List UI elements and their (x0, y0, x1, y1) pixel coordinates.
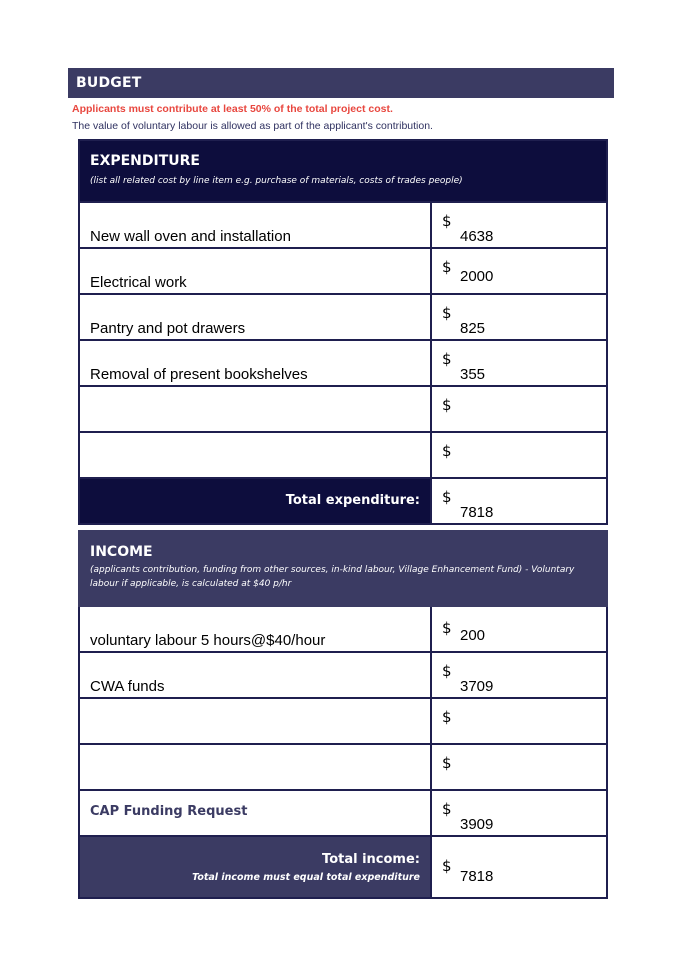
income-subtitle: (applicants contribution, funding from other sources, in-kind labour, Village Enhancement Fund) - Voluntary labour if applicable, is calculated at $40 p/hr (90, 565, 575, 589)
dollar-sign: $ (442, 350, 452, 368)
total-expenditure-amount: 7818 (460, 504, 494, 521)
expenditure-item: New wall oven and installation (90, 228, 291, 245)
cap-funding-row (79, 790, 607, 836)
dollar-sign: $ (442, 619, 452, 637)
dollar-sign: $ (442, 258, 452, 276)
expenditure-item-cell[interactable] (79, 386, 431, 432)
expenditure-item-cell[interactable] (79, 202, 431, 248)
cap-funding-amount-cell[interactable] (431, 790, 607, 836)
expenditure-amount-cell[interactable] (431, 432, 607, 478)
dollar-sign: $ (442, 396, 452, 414)
total-income-label: Total income: (322, 852, 420, 867)
cap-funding-label: CAP Funding Request (90, 804, 248, 819)
expenditure-row (79, 202, 607, 248)
income-item-cell[interactable] (79, 698, 431, 744)
expenditure-amount: 2000 (460, 268, 494, 285)
total-expenditure-label: Total expenditure: (285, 493, 420, 508)
expenditure-amount: 4638 (460, 228, 494, 245)
budget-header-bar (68, 68, 614, 98)
income-row (79, 652, 607, 698)
income-amount-cell[interactable] (431, 698, 607, 744)
dollar-sign: $ (442, 304, 452, 322)
income-row (79, 744, 607, 790)
income-header (79, 531, 607, 606)
expenditure-total-label-cell (79, 478, 431, 524)
expenditure-total-row (79, 478, 607, 524)
income-total-amount-cell[interactable] (431, 836, 607, 898)
expenditure-row (79, 386, 607, 432)
income-item: voluntary labour 5 hours@$40/hour (90, 632, 326, 649)
expenditure-table (78, 139, 608, 525)
expenditure-row (79, 248, 607, 294)
expenditure-row (79, 340, 607, 386)
expenditure-amount-cell[interactable] (431, 294, 607, 340)
income-row (79, 698, 607, 744)
income-item: CWA funds (90, 678, 165, 695)
cap-funding-label-cell (79, 790, 431, 836)
dollar-sign: $ (442, 708, 452, 726)
expenditure-subtitle: (list all related cost by line item e.g. purchase of materials, costs of trades people) (90, 176, 463, 186)
income-table (78, 530, 608, 899)
income-item-cell[interactable] (79, 744, 431, 790)
income-amount-cell[interactable] (431, 652, 607, 698)
income-item-cell[interactable] (79, 606, 431, 652)
expenditure-amount: 825 (460, 320, 486, 337)
income-total-label-cell (79, 836, 431, 898)
income-title: INCOME (90, 544, 153, 560)
expenditure-amount-cell[interactable] (431, 386, 607, 432)
dollar-sign: $ (442, 212, 452, 230)
expenditure-item-cell[interactable] (79, 432, 431, 478)
expenditure-amount: 355 (460, 366, 486, 383)
voluntary-labour-note: The value of voluntary labour is allowed as part of the applicant's contribution. (72, 120, 433, 132)
total-income-amount: 7818 (460, 868, 494, 885)
income-amount: 3709 (460, 678, 494, 695)
dollar-sign: $ (442, 857, 452, 875)
expenditure-item: Pantry and pot drawers (90, 320, 246, 337)
expenditure-item: Removal of present bookshelves (90, 366, 308, 383)
income-item-cell[interactable] (79, 652, 431, 698)
dollar-sign: $ (442, 800, 452, 818)
dollar-sign: $ (442, 662, 452, 680)
income-amount: 200 (460, 627, 486, 644)
expenditure-amount-cell[interactable] (431, 248, 607, 294)
expenditure-total-amount-cell[interactable] (431, 478, 607, 524)
income-amount-cell[interactable] (431, 606, 607, 652)
cap-funding-amount: 3909 (460, 816, 494, 833)
expenditure-header (79, 140, 607, 202)
expenditure-title: EXPENDITURE (90, 153, 200, 169)
dollar-sign: $ (442, 488, 452, 506)
expenditure-amount-cell[interactable] (431, 340, 607, 386)
dollar-sign: $ (442, 754, 452, 772)
expenditure-row (79, 432, 607, 478)
income-total-row (79, 836, 607, 898)
income-amount-cell[interactable] (431, 744, 607, 790)
expenditure-item-cell[interactable] (79, 248, 431, 294)
income-row (79, 606, 607, 652)
expenditure-item: Electrical work (90, 274, 187, 291)
total-income-note: Total income must equal total expenditure (192, 872, 420, 883)
expenditure-row (79, 294, 607, 340)
contribution-warning: Applicants must contribute at least 50% of the total project cost. (72, 103, 393, 115)
budget-title: BUDGET (76, 75, 142, 91)
expenditure-amount-cell[interactable] (431, 202, 607, 248)
expenditure-item-cell[interactable] (79, 340, 431, 386)
dollar-sign: $ (442, 442, 452, 460)
expenditure-item-cell[interactable] (79, 294, 431, 340)
